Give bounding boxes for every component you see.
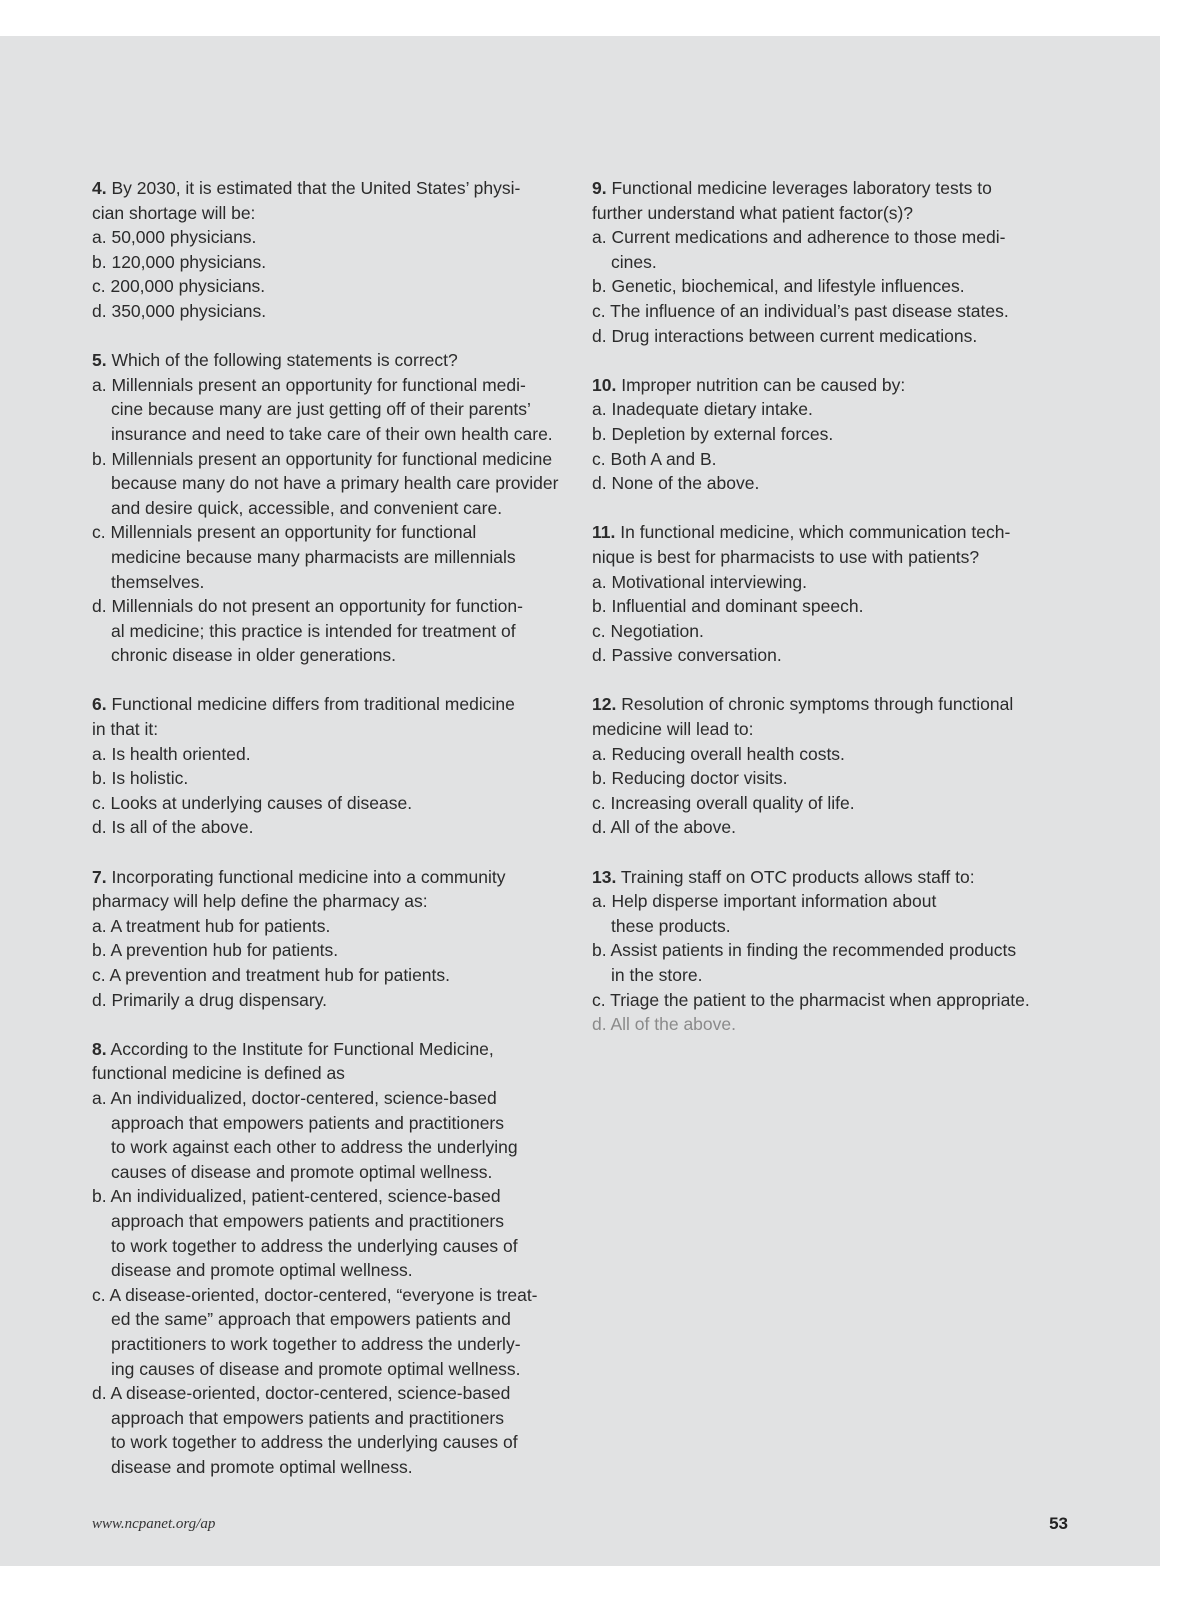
- page-number: 53: [1049, 1514, 1068, 1533]
- answer-option: b. Is holistic.: [92, 768, 189, 789]
- question-text: Training staff on OTC products allows staff to:: [620, 866, 975, 887]
- question-number: 5.: [92, 350, 107, 371]
- answer-option: d. None of the above.: [592, 473, 760, 494]
- question-6: [92, 692, 572, 840]
- answer-option: d. Passive conversation.: [592, 645, 782, 666]
- question-number: 7.: [92, 866, 107, 887]
- answer-option: c. Increasing overall quality of life.: [592, 792, 855, 813]
- answer-option: b. Reducing doctor visits.: [592, 768, 788, 789]
- question-stem: [592, 692, 1072, 741]
- answer-option: c. Triage the patient to the pharmacist when appropriate.: [592, 989, 1030, 1010]
- question-13: [592, 865, 1072, 1037]
- question-text: Which of the following statements is correct?: [111, 350, 458, 371]
- question-9: [592, 176, 1072, 348]
- answer-option: a. 50,000 physicians.: [92, 227, 257, 248]
- question-stem: [592, 520, 1072, 569]
- answer-option: b. A prevention hub for patients.: [92, 940, 339, 961]
- answer-option: b. Depletion by external forces.: [592, 423, 834, 444]
- answer-option: a. Reducing overall health costs.: [592, 743, 845, 764]
- answer-option: b. Millennials present an opportunity for functional medicine because many do not have a primary health care provider and desire quick, accessible, and convenient care.: [92, 448, 559, 518]
- answer-option: c. 200,000 physicians.: [92, 276, 266, 297]
- right-column: [592, 176, 1072, 1061]
- answer-option: d. All of the above.: [592, 817, 736, 838]
- answer-option: b. Assist patients in finding the recommended products in the store.: [592, 940, 1017, 985]
- question-text: Functional medicine leverages laboratory tests to further understand what patient factor(s)?: [592, 178, 992, 223]
- answer-option: c. Millennials present an opportunity for functional medicine because many pharmacists are millennials themselves.: [92, 522, 516, 592]
- question-stem: [592, 373, 1072, 398]
- answer-option: b. 120,000 physicians.: [92, 251, 267, 272]
- answer-option: c. Negotiation.: [592, 620, 704, 641]
- question-10: [592, 373, 1072, 496]
- answer-option: a. Millennials present an opportunity for functional medi- cine because many are just getting off of their parents’ insurance and need to take care of their own health care.: [92, 374, 553, 444]
- answer-option: c. A prevention and treatment hub for patients.: [92, 965, 451, 985]
- question-stem: [92, 1037, 572, 1086]
- question-12: [592, 692, 1072, 840]
- answer-option: a. Is health oriented.: [92, 743, 251, 764]
- answer-option: c. A disease-oriented, doctor-centered, “everyone is treat- ed the same” approach that empowers patients and practitioners to work together to address the underly- ing causes of disease and promote optimal wellness.: [92, 1284, 538, 1379]
- answer-option: a. An individualized, doctor-centered, science-based approach that empowers patients and practitioners to work against each other to address the underlying causes of disease and promote optimal wellness.: [92, 1087, 518, 1182]
- question-stem: [592, 176, 1072, 225]
- question-number: 9.: [592, 178, 607, 198]
- question-5: [92, 348, 572, 668]
- answer-option: d. A disease-oriented, doctor-centered, science-based approach that empowers patients and practitioners to work together to address the underlying causes of disease and promote optimal wellness.: [92, 1383, 518, 1477]
- question-stem: [592, 865, 1072, 890]
- answer-option: d. Drug interactions between current medications.: [592, 325, 978, 346]
- page-background: [0, 36, 1160, 1566]
- question-text: Functional medicine differs from traditional medicine in that it:: [92, 694, 515, 740]
- answer-option: d. Is all of the above.: [92, 817, 254, 838]
- answer-option: c. The influence of an individual’s past disease states.: [592, 300, 1009, 321]
- answer-option: a. Inadequate dietary intake.: [592, 399, 813, 420]
- answer-option: d. Primarily a drug dispensary.: [92, 989, 328, 1010]
- answer-option: d. 350,000 physicians.: [92, 300, 267, 321]
- question-number: 12.: [592, 694, 617, 715]
- question-number: 6.: [92, 694, 107, 715]
- question-stem: [92, 865, 572, 914]
- footer-url: www.ncpanet.org/ap: [92, 1516, 216, 1532]
- question-stem: [92, 176, 572, 225]
- question-text: Resolution of chronic symptoms through functional medicine will lead to:: [592, 694, 1014, 740]
- question-number: 13.: [592, 866, 617, 887]
- answer-option: d. Millennials do not present an opportunity for function- al medicine; this practice is intended for treatment of chronic disease in older generations.: [92, 596, 523, 666]
- answer-option: c. Looks at underlying causes of disease.: [92, 792, 413, 813]
- question-number: 11.: [592, 522, 616, 543]
- answer-option: a. Help disperse important information about these products.: [592, 891, 937, 936]
- answer-option: a. Current medications and adherence to those medi- cines.: [592, 227, 1006, 272]
- question-4: [92, 176, 572, 324]
- answer-option: b. An individualized, patient-centered, science-based approach that empowers patients and practitioners to work together to address the underlying causes of disease and promote optimal wellness.: [92, 1186, 518, 1281]
- answer-option: b. Genetic, biochemical, and lifestyle influences.: [592, 276, 965, 297]
- question-number: 4.: [92, 178, 107, 198]
- question-text: In functional medicine, which communication tech- nique is best for pharmacists to use with patients?: [592, 522, 1011, 567]
- question-stem: [92, 692, 572, 741]
- question-7: [92, 865, 572, 1013]
- answer-option: d. All of the above.: [592, 1014, 736, 1035]
- question-text: Improper nutrition can be caused by:: [621, 374, 906, 395]
- left-column: [92, 176, 572, 1504]
- question-text: According to the Institute for Functional Medicine, functional medicine is defined as: [92, 1038, 494, 1084]
- question-text: By 2030, it is estimated that the United States’ physi- cian shortage will be:: [92, 178, 521, 223]
- answer-option: a. A treatment hub for patients.: [92, 915, 331, 936]
- answer-option: a. Motivational interviewing.: [592, 571, 807, 592]
- question-stem: [92, 348, 572, 373]
- question-11: [592, 520, 1072, 668]
- question-number: 8.: [92, 1038, 107, 1059]
- question-number: 10.: [592, 374, 617, 395]
- answer-option: c. Both A and B.: [592, 448, 717, 469]
- question-8: [92, 1037, 572, 1480]
- question-text: Incorporating functional medicine into a community pharmacy will help define the pharmacy as:: [92, 866, 506, 912]
- answer-option: b. Influential and dominant speech.: [592, 596, 864, 617]
